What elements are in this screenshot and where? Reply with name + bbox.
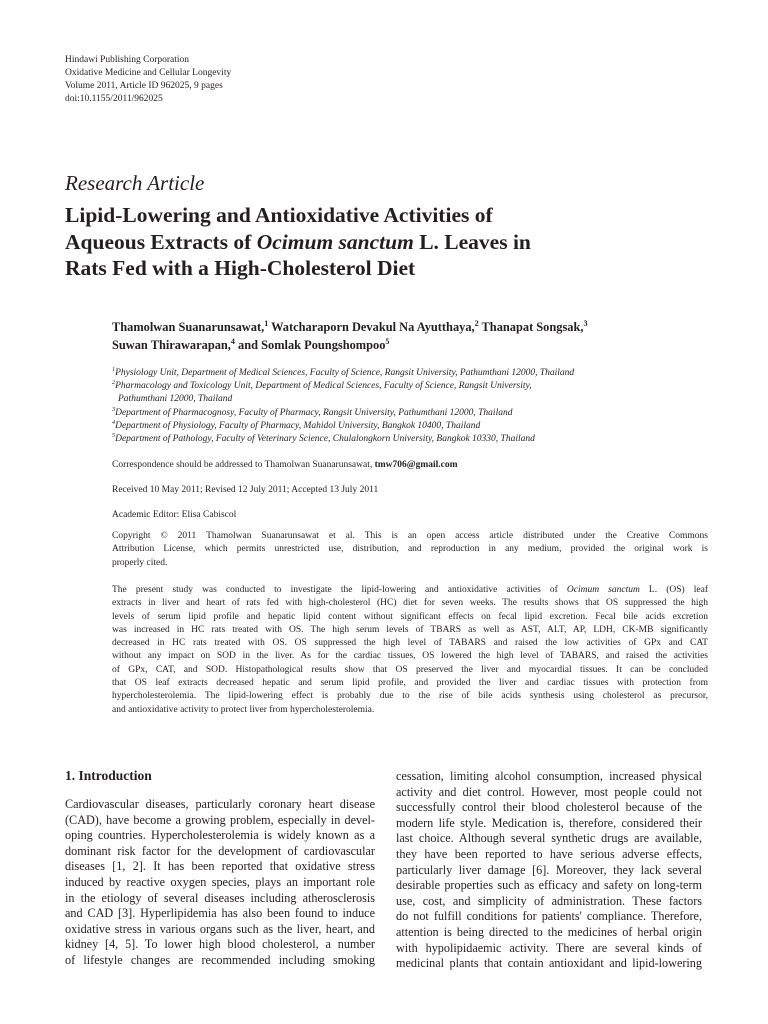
copyright-notice [112,530,708,570]
affiliation [112,407,712,420]
abstract [112,584,708,717]
body-line: medicinal plants that contain antioxidant and lipid-lowering [396,956,702,971]
abstract-line: that OS leaf extracts decreased hepatic and serum lipid profile, and provided the liver and cardiac tissues with protection from [112,678,708,689]
body-line: attention is being directed to the medicines of herbal origin [396,924,702,939]
intro-left-column [65,797,375,969]
section-heading: 1. Introduction [65,768,152,783]
intro-right-column [396,769,702,972]
abstract-line [112,584,708,597]
body-line: oxidative stress in various organs such as the liver, heart, and [65,921,375,936]
title-line: Lipid-Lowering and Antioxidative Activities of [65,203,493,227]
abstract-line: extracts in liver and heart of rats fed with high-cholesterol (HC) diet for seven weeks. The results shows that OS suppressed the high [112,598,708,609]
affiliation [112,433,712,446]
abstract-line: and antioxidative activity to protect liver from hypercholesterolemia. [112,704,375,715]
correspondence-text: Correspondence should be addressed to Thamolwan Suanarunsawat, [112,460,375,470]
copyright-line: Attribution License, which permits unrestricted use, distribution, and reproduction in any medium, provided the original work is [112,544,708,555]
author[interactable] [112,338,235,352]
body-line: of lifestyle changes are recommended including smoking [65,952,375,967]
affiliation [112,380,712,406]
author[interactable] [112,320,268,334]
body-line: (CAD), have become a growing problem, especially in devel- [65,812,375,827]
affiliation-text: Physiology Unit, Department of Medical Sciences, Faculty of Science, Rangsit University, Pathumthani 12000, Thailand [115,368,575,378]
body-line: last choice. Although several synthetic drugs are available, [396,831,702,846]
affiliation-text: Department of Physiology, Faculty of Pharmacy, Mahidol University, Bangkok 10400, Thailand [115,420,481,431]
body-line: cessation, limiting alcohol consumption, increased physical [396,769,702,783]
body-line: diseases [1, 2]. It has been reported that oxidative stress [65,859,375,874]
affiliation-marker: 4 [230,336,235,346]
article-type: Research Article [65,171,205,195]
affiliation-list [112,367,712,446]
affiliation-marker: 2 [474,318,479,328]
body-line: desirable properties such as efficacy and safety on long-term [396,878,702,893]
correspondence [112,459,708,472]
affiliation-text: Department of Pathology, Faculty of Veterinary Science, Chulalongkorn University, Bangkok 10330, Thailand [115,434,535,445]
body-line: use, cost, and simplicity of administration. These factors [396,893,702,908]
abstract-line: of GPx, CAT, and SOD. Histopathological results show that OS preserved the liver and myocardial tissues. It can be concluded [112,664,708,675]
affiliation-text: Pharmacology and Toxicology Unit, Department of Medical Sciences, Faculty of Science, Rangsit University, [115,381,532,392]
article-dates: Received 10 May 2011; Revised 12 July 2011; Accepted 13 July 2011 [112,485,379,495]
body-line: oping countries. Hypercholesterolemia is widely known as a [65,828,375,843]
article-title [65,202,705,282]
body-line: particularly liver damage [6]. Moreover, they lack several [396,862,702,877]
title-line [65,229,705,256]
author-name: Thamolwan Suanarunsawat, [112,320,265,334]
body-line: dominant risk factor for the development of cardiovascular [65,843,375,858]
copyright-line: properly cited. [112,557,168,568]
journal-name: Oxidative Medicine and Cellular Longevity [65,68,232,78]
abstract-line: without any impact on SOD in the liver. As for the cardiac tissues, OS lowered the high level of TABARS, and raised the activities [112,651,708,662]
abstract-line: decreased in HC rats treated with OS. OS suppressed the high level of TABARS and raised the low activities of GPx and CAT [112,638,708,649]
author-name: Thanapat Songsak, [481,320,584,334]
body-line: in the etiology of several diseases including atherosclerosis [65,890,375,905]
academic-editor: Academic Editor: Elisa Cabiscol [112,510,237,520]
affiliation-number: 3 [112,406,116,413]
affiliation-number: 1 [112,366,116,373]
species-name: Ocimum sanctum [566,585,640,595]
author-name: and Somlak Poungshompoo [238,338,386,352]
body-line: activity and diet control. However, most people could not [396,784,702,799]
body-line: modern life style. Medication is, therefore, considered their [396,815,702,830]
affiliation-text: Department of Pharmacognosy, Faculty of Pharmacy, Rangsit University, Pathumthani 12000, Thailand [115,407,513,418]
affiliation-marker: 3 [583,318,588,328]
abstract-text: The present study was conducted to investigate the lipid-lowering and antioxidative activities of [112,585,567,595]
affiliation-number: 4 [112,419,116,426]
body-line: kidney [4, 5]. To lower high blood cholesterol, a number [65,937,375,952]
body-line: successfully control their blood cholesterol because of the [396,800,702,815]
affiliation-marker: 1 [264,318,269,328]
body-line: with hypolipidaemic activity. There are several kinds of [396,940,702,955]
affiliation-number: 2 [112,380,116,387]
body-line: they have been reported to have serious adverse effects, [396,846,702,861]
body-line: induced by reactive oxygen species, plays an important role [65,874,375,889]
volume-info: Volume 2011, Article ID 962025, 9 pages [65,81,223,91]
author-name: Suwan Thirawarapan, [112,338,231,352]
copyright-line: Copyright © 2011 Thamolwan Suanarunsawat et al. This is an open access article distributed under the Creative Commons [112,531,708,541]
author-name: Watcharaporn Devakul Na Ayutthaya, [271,320,475,334]
publication-header [65,54,231,106]
body-line: Cardiovascular diseases, particularly coronary heart disease [65,797,375,811]
doi[interactable]: doi:10.1155/2011/962025 [65,94,163,104]
affiliation [112,420,712,433]
affiliation [112,367,712,380]
author[interactable] [238,338,389,352]
abstract-line: levels of serum lipid profile and hepatic lipid content without significant effects on fecal lipid excretion. Fecal bile acids excretion [112,611,708,622]
title-text: Aqueous Extracts of [65,229,257,254]
abstract-line: hypercholesterolemia. The lipid-lowering effect is probably due to the rise of bile acids synthesis using cholesterol as precursor, [112,691,708,702]
author-list [112,318,712,354]
abstract-text: L. (OS) leaf [639,585,709,595]
author[interactable] [482,320,588,334]
title-text: L. Leaves in [413,229,531,254]
author[interactable] [271,320,479,334]
affiliation-number: 5 [112,432,116,439]
species-name: Ocimum sanctum [256,229,414,254]
affiliation-marker: 5 [385,336,390,346]
abstract-line: was increased in HC rats treated with OS. The high serum levels of TBARS as well as AST, ALT, AP, LDH, CK-MB significantly [112,624,708,635]
title-line: Rats Fed with a High-Cholesterol Diet [65,256,416,280]
body-line: do not fulfill conditions for patients' compliance. Therefore, [396,909,702,924]
correspondence-email[interactable]: tmw706@gmail.com [374,460,458,470]
affiliation-text-continued: Pathumthani 12000, Thailand [118,394,233,405]
body-line: and CAD [3]. Hyperlipidemia has also been found to induce [65,906,375,921]
publisher-name: Hindawi Publishing Corporation [65,55,190,65]
